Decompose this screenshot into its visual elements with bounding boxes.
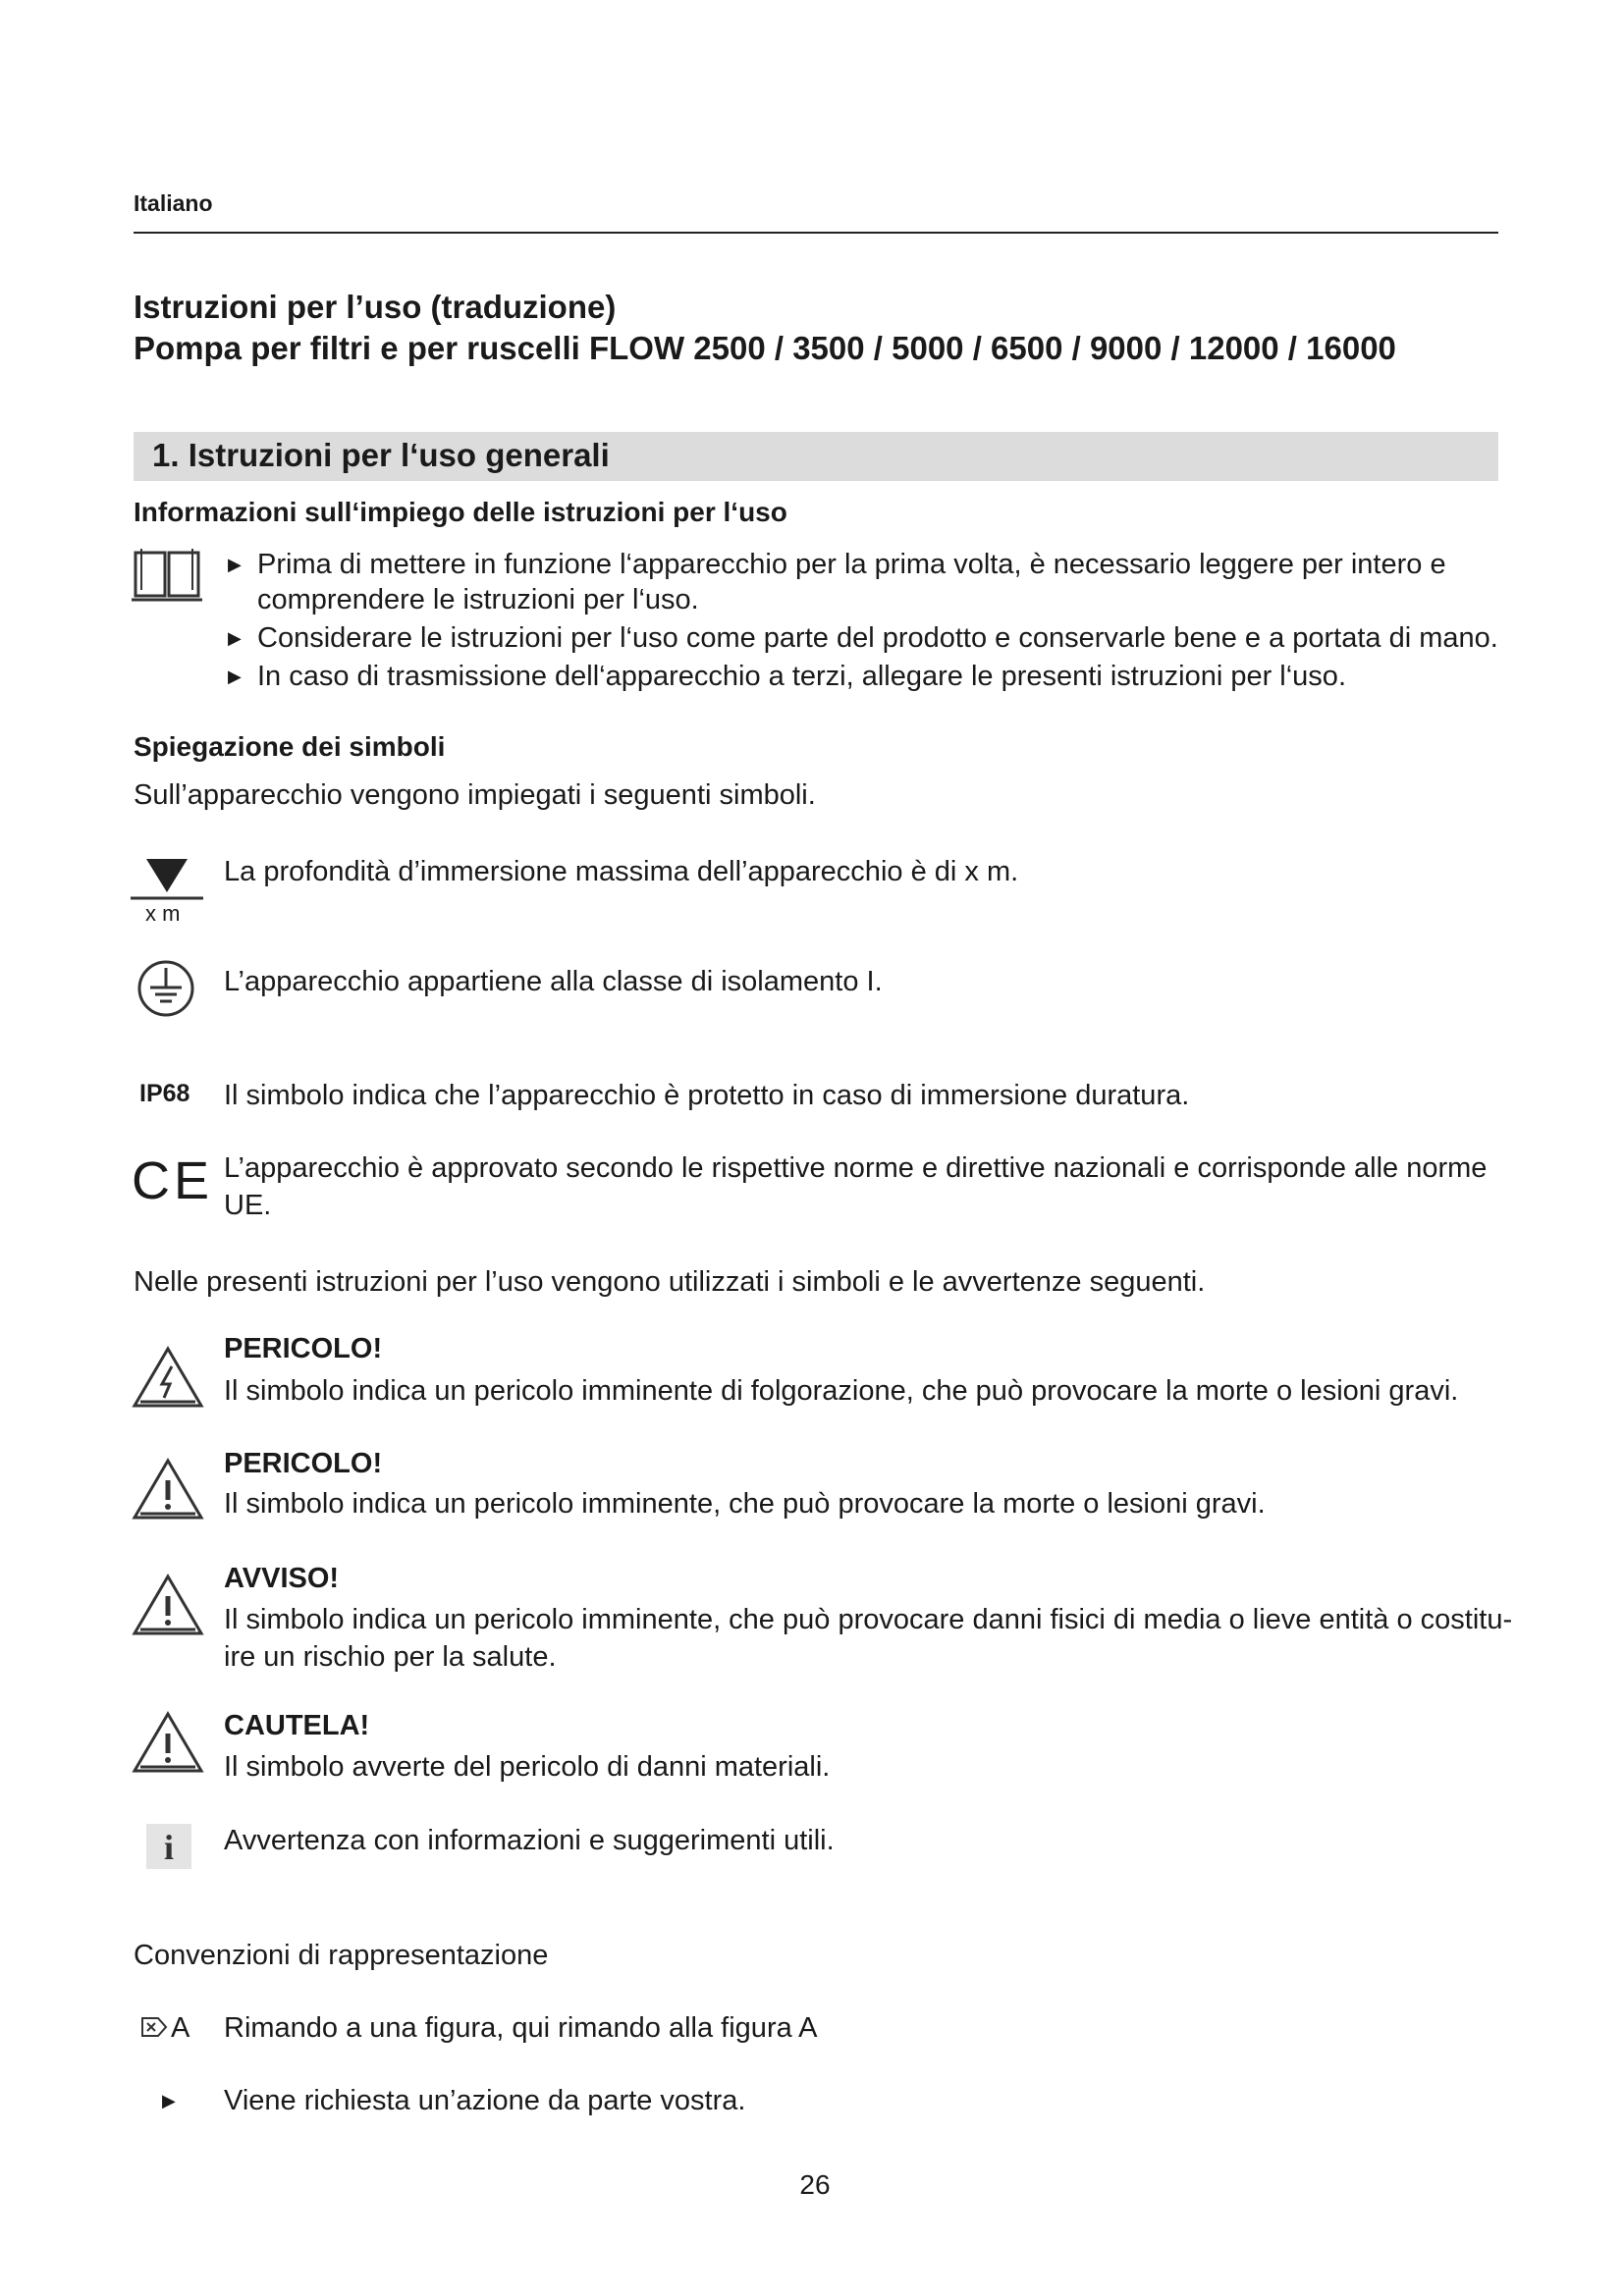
action-bullet-icon: ▶ xyxy=(162,2091,176,2110)
warning-text: Il simbolo indica un pericolo imminente, che può provocare danni fisici di media o lieve entità o costitu- xyxy=(224,1604,1513,1635)
warning-title: CAUTELA! xyxy=(224,1710,370,1741)
symbol-description: L’apparecchio appartiene alla classe di isolamento I. xyxy=(224,966,883,997)
bullet-text: Prima di mettere in funzione l‘apparecchio per la prima volta, è necessario leggere per intero e xyxy=(257,549,1446,580)
conventions-heading: Convenzioni di rappresentazione xyxy=(134,1940,549,1971)
depth-label: x m xyxy=(145,901,181,926)
page-number: 26 xyxy=(799,2169,831,2200)
bullet-marker: ▶ xyxy=(228,667,242,686)
immersion-depth-icon xyxy=(131,857,203,904)
symbol-description: L’apparecchio è approvato secondo le rispettive norme e direttive nazionali e corrisponde alle norme xyxy=(224,1152,1488,1184)
warning-text: Il simbolo indica un pericolo imminente di folgorazione, che può provocare la morte o lesioni gravi. xyxy=(224,1375,1459,1407)
figure-reference-text: Rimando a una figura, qui rimando alla figura A xyxy=(224,2012,818,2044)
bullet-text: comprendere le istruzioni per l‘uso. xyxy=(257,584,699,615)
bullet-text: In caso di trasmissione dell‘apparecchio a terzi, allegare le presenti istruzioni per l‘uso. xyxy=(257,661,1346,692)
info-icon: i xyxy=(146,1824,191,1869)
info-heading: Informazioni sull‘impiego delle istruzioni per l‘uso xyxy=(134,497,787,527)
warning-text: ire un rischio per la salute. xyxy=(224,1641,557,1673)
section-heading: 1. Istruzioni per l‘uso generali xyxy=(152,437,610,473)
header-divider xyxy=(134,232,1498,234)
bullet-text: Considerare le istruzioni per l‘uso come parte del prodotto e conservarle bene e a portata di mano. xyxy=(257,622,1498,654)
electric-warning-icon xyxy=(131,1345,205,1410)
info-text: Avvertenza con informazioni e suggerimenti utili. xyxy=(224,1825,835,1856)
symbols-intro: Sull’apparecchio vengono impiegati i seguenti simboli. xyxy=(134,779,816,811)
symbol-description: Il simbolo indica che l’apparecchio è protetto in caso di immersione duratura. xyxy=(224,1080,1190,1111)
warning-icon xyxy=(131,1573,205,1637)
warning-title: PERICOLO! xyxy=(224,1448,383,1479)
warning-title: PERICOLO! xyxy=(224,1333,383,1364)
symbol-description: UE. xyxy=(224,1190,272,1221)
warning-text: Il simbolo avverte del pericolo di danni materiali. xyxy=(224,1751,831,1783)
figure-reference-label: A xyxy=(171,2012,190,2044)
ce-mark: CE xyxy=(132,1151,214,1210)
symbols-heading: Spiegazione dei simboli xyxy=(134,731,446,762)
caution-icon xyxy=(131,1710,205,1775)
ground-symbol-icon xyxy=(135,958,196,1019)
figure-reference-icon xyxy=(140,2016,168,2038)
ip-rating-label: IP68 xyxy=(139,1080,190,1107)
document-subtitle: Pompa per filtri e per ruscelli FLOW 2500 / 3500 / 5000 / 6500 / 9000 / 12000 / 16000 xyxy=(134,330,1396,366)
symbol-description: La profondità d’immersione massima dell’apparecchio è di x m. xyxy=(224,856,1019,887)
language-label: Italiano xyxy=(134,190,213,216)
bullet-marker: ▶ xyxy=(228,555,242,574)
bullet-marker: ▶ xyxy=(228,628,242,648)
danger-warning-icon xyxy=(131,1457,205,1522)
warnings-intro: Nelle presenti istruzioni per l’uso vengono utilizzati i simboli e le avvertenze seguenti. xyxy=(134,1266,1206,1298)
warning-text: Il simbolo indica un pericolo imminente, che può provocare la morte o lesioni gravi. xyxy=(224,1488,1266,1520)
book-icon xyxy=(132,545,202,602)
warning-title: AVVISO! xyxy=(224,1563,340,1594)
action-text: Viene richiesta un’azione da parte vostra. xyxy=(224,2085,746,2116)
document-title: Istruzioni per l’uso (traduzione) xyxy=(134,289,617,325)
